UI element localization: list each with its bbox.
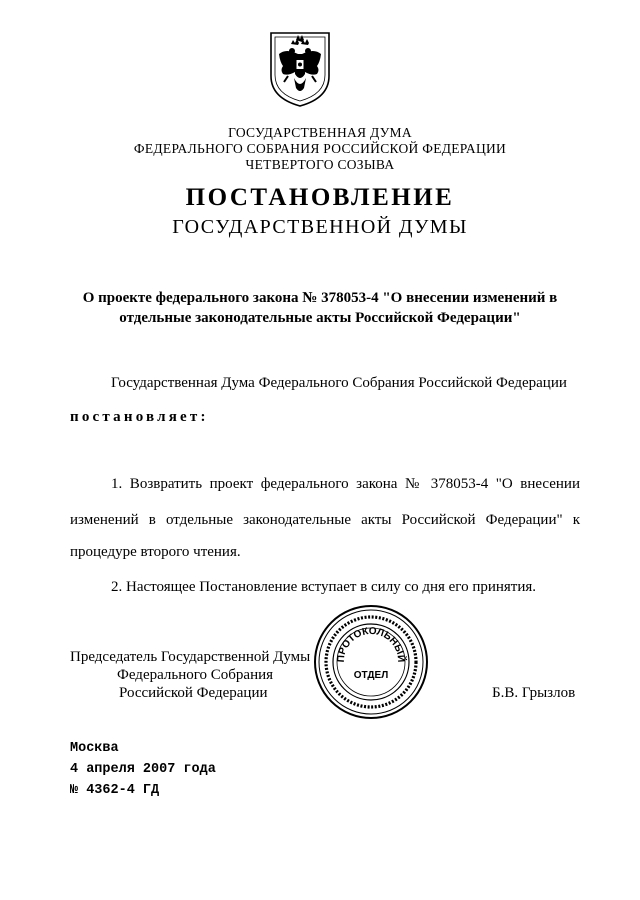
- document-subject: [60, 288, 580, 328]
- coat-of-arms-icon: [268, 30, 332, 108]
- header-line-2: ФЕДЕРАЛЬНОГО СОБРАНИЯ РОССИЙСКОЙ ФЕДЕРАЦИИ: [133, 141, 507, 156]
- round-seal-icon: [312, 603, 430, 721]
- document-subtitle: ГОСУДАРСТВЕННОЙ ДУМЫ: [172, 216, 468, 238]
- intro-text: Государственная Дума Федерального Собрания Российской Федерации: [111, 375, 567, 391]
- date-of-issue: 4 апреля 2007 года: [70, 762, 216, 777]
- document-title: ПОСТАНОВЛЕНИЕ: [185, 184, 455, 211]
- item-1-line-1: 1. Возвратить проект федерального закона № 378053-4 "О внесении: [111, 476, 580, 492]
- item-1-line-3: процедуре второго чтения.: [70, 544, 241, 560]
- signatory-name: Б.В. Грызлов: [492, 685, 576, 701]
- resolves-word: постановляет:: [70, 409, 209, 425]
- svg-text:ПРОТОКОЛЬНЫЙ: [336, 626, 408, 663]
- signatory-position-line-2: Федерального Собрания: [117, 667, 274, 683]
- signatory-position-line-1: Председатель Государственной Думы: [70, 649, 311, 665]
- header-line-3: ЧЕТВЕРТОГО СОЗЫВА: [245, 157, 395, 172]
- document-number: № 4362-4 ГД: [70, 783, 160, 798]
- place-of-issue: Москва: [70, 741, 119, 756]
- signatory-position-line-3: Российской Федерации: [119, 685, 268, 701]
- stamp-center-top: ПРОТОКОЛЬНЫЙ: [335, 625, 407, 663]
- subject-line-1: О проекте федерального закона № 378053-4 "О внесении изменений в: [82, 290, 558, 306]
- header-line-1: ГОСУДАРСТВЕННАЯ ДУМА: [228, 125, 412, 140]
- item-2-text: 2. Настоящее Постановление вступает в силу со дня его принятия.: [111, 579, 537, 595]
- stamp-center-bottom: ОТДЕЛ: [353, 670, 389, 681]
- subject-line-2: отдельные законодательные акты Российской Федерации": [119, 310, 521, 326]
- item-1-line-2: изменений в отдельные законодательные акты Российской Федерации" к: [70, 512, 580, 528]
